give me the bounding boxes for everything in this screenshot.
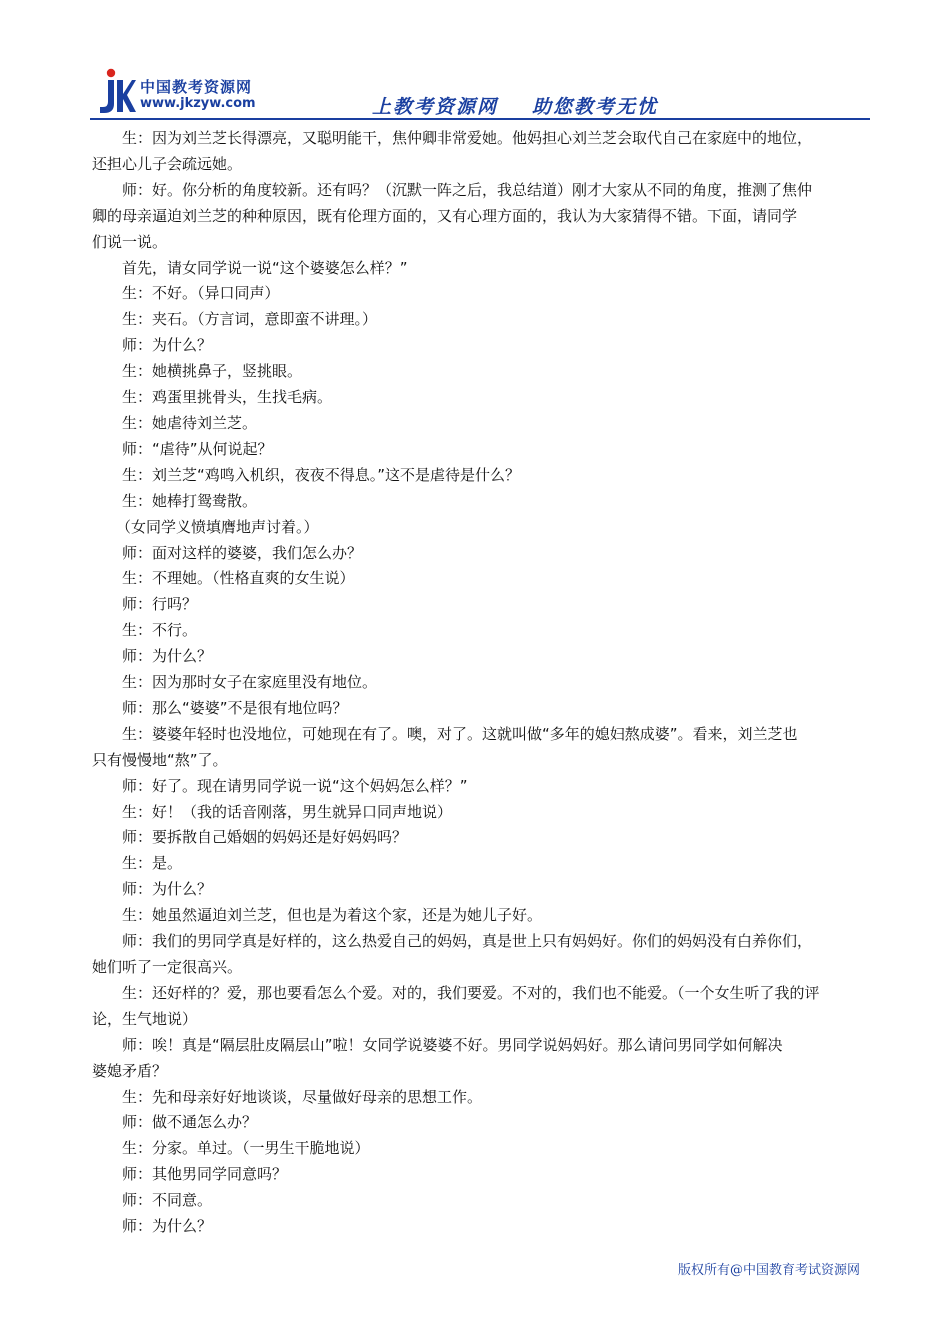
text-line: 师：为什么？ xyxy=(122,880,213,899)
text-line: 只有慢慢地“熬”了。 xyxy=(92,750,228,769)
slogan xyxy=(372,92,658,119)
text-line: 生：鸡蛋里挑骨头，生找毛病。 xyxy=(122,388,333,407)
text-line: （女同学义愤填膺地声讨着。） xyxy=(116,517,319,536)
text-line: 师：为什么？ xyxy=(122,1217,213,1236)
site-name: 中国教考资源网 xyxy=(140,78,253,96)
text-line: 生：夹石。（方言词，意即蛮不讲理。） xyxy=(122,310,378,329)
text-line: 师：“虐待”从何说起？ xyxy=(122,439,273,458)
text-line: 生：还好样的？爱，那也要看怎么个爱。对的，我们要爱。不对的，我们也不能爱。（一个女生听了我的评 xyxy=(122,983,820,1002)
footer-copyright: 版权所有@中国教育考试资源网 xyxy=(677,1263,860,1278)
text-line: 生：她虐待刘兰芝。 xyxy=(122,413,258,432)
text-line: 师：好了。现在请男同学说一说“这个妈妈怎么样？” xyxy=(122,776,468,795)
text-line: 师：那么“婆婆”不是很有地位吗？ xyxy=(122,698,348,717)
text-line: 生：刘兰芝“鸡鸣入机织，夜夜不得息。”这不是虐待是什么？ xyxy=(122,465,521,484)
text-line: 论，生气地说） xyxy=(92,1009,198,1028)
text-line: 生：不好。（异口同声） xyxy=(122,284,280,303)
text-line: 婆媳矛盾？ xyxy=(92,1061,168,1080)
text-line: 师：其他男同学同意吗？ xyxy=(122,1165,288,1184)
text-line: 师：好。你分析的角度较新。还有吗？（沉默一阵之后，我总结道）刚才大家从不同的角度，推测了焦仲 xyxy=(122,180,813,199)
text-line: 生：婆婆年轻时也没地位，可她现在有了。噢，对了。这就叫做“多年的媳妇熬成婆”。看来，刘兰芝也 xyxy=(122,724,798,743)
text-line: 生：她虽然逼迫刘兰芝，但也是为着这个家，还是为她儿子好。 xyxy=(122,906,543,925)
header-divider xyxy=(90,118,870,120)
text-line: 还担心儿子会疏远她。 xyxy=(92,154,243,173)
text-line: 生：她棒打鸳鸯散。 xyxy=(122,491,258,510)
jk-logo-icon xyxy=(96,68,136,116)
text-line: 生：不行。 xyxy=(122,621,198,640)
text-line: 们说一说。 xyxy=(92,232,168,251)
slogan-left: 上教考资源网 xyxy=(372,96,499,118)
text-line: 生：分家。单过。（一男生干脆地说） xyxy=(122,1139,370,1158)
slogan-right: 助您教考无忧 xyxy=(532,96,659,118)
page-header xyxy=(90,62,870,120)
text-line: 生：先和母亲好好地谈谈，尽量做好母亲的思想工作。 xyxy=(122,1087,483,1106)
text-line: 师：要拆散自己婚姻的妈妈还是好妈妈吗？ xyxy=(122,828,408,847)
site-url[interactable]: www.jkzyw.com xyxy=(140,96,256,111)
text-line: 师：为什么？ xyxy=(122,647,213,666)
text-line: 生：因为那时女子在家庭里没有地位。 xyxy=(122,673,378,692)
text-line: 她们听了一定很高兴。 xyxy=(92,958,243,976)
text-line: 生：是。 xyxy=(122,854,183,873)
text-line: 师：行吗？ xyxy=(122,595,198,614)
text-line: 生：她横挑鼻子，竖挑眼。 xyxy=(122,362,303,381)
text-line: 卿的母亲逼迫刘兰芝的种种原因，既有伦理方面的，又有心理方面的，我认为大家猜得不错。下面，请同学 xyxy=(92,206,798,225)
text-line: 首先，请女同学说一说“这个婆婆怎么样？” xyxy=(122,258,408,277)
text-line: 师：为什么？ xyxy=(122,336,213,355)
document-body xyxy=(92,126,868,1240)
text-line: 师：唉！真是“隔层肚皮隔层山”啦！女同学说婆婆不好。男同学说妈妈好。那么请问男同学如何解决 xyxy=(122,1035,783,1054)
text-line: 生：好！（我的话音刚落，男生就异口同声地说） xyxy=(122,802,453,821)
text-line: 生：因为刘兰芝长得漂亮，又聪明能干，焦仲卿非常爱她。他妈担心刘兰芝会取代自己在家庭中的地位， xyxy=(122,129,813,147)
text-line: 师：面对这样的婆婆，我们怎么办？ xyxy=(122,543,363,562)
text-line: 生：不理她。（性格直爽的女生说） xyxy=(122,569,355,588)
text-line: 师：做不通怎么办？ xyxy=(122,1113,258,1132)
text-line: 师：我们的男同学真是好样的，这么热爱自己的妈妈，真是世上只有妈妈好。你们的妈妈没有白养你们， xyxy=(122,932,813,951)
text-line: 师：不同意。 xyxy=(122,1191,213,1210)
